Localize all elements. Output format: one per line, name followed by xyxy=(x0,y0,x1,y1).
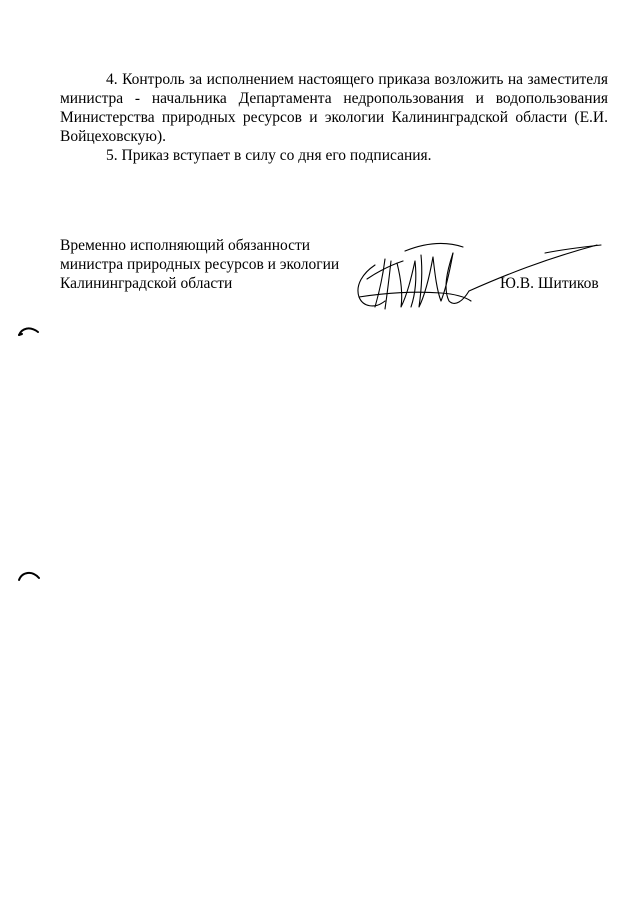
position-line: Временно исполняющий обязанности xyxy=(60,237,311,254)
position-line: министра природных ресурсов и экологии xyxy=(60,256,340,273)
position-line: Калининградской области xyxy=(60,275,233,292)
signatory-name: Ю.В. Шитиков xyxy=(500,275,599,292)
signatory-position xyxy=(60,236,360,293)
hole-punch-mark-icon xyxy=(16,324,42,338)
paragraph-text: Приказ вступает в силу со дня его подписания. xyxy=(121,147,432,164)
paragraph-item-5 xyxy=(60,146,608,165)
paragraph-text: Контроль за исполнением настоящего приказа возложить на заместителя министра - начальника Департамента недропользования и водопользования Министерства природных ресурсов и экологии Калининградской области (Е.И. Войцеховскую). xyxy=(60,71,608,145)
paragraph-item-4 xyxy=(60,70,608,146)
hole-punch-mark-icon xyxy=(16,568,42,582)
document-body xyxy=(60,70,608,165)
paragraph-number: 4. xyxy=(106,71,118,88)
paragraph-number: 5. xyxy=(106,147,118,164)
